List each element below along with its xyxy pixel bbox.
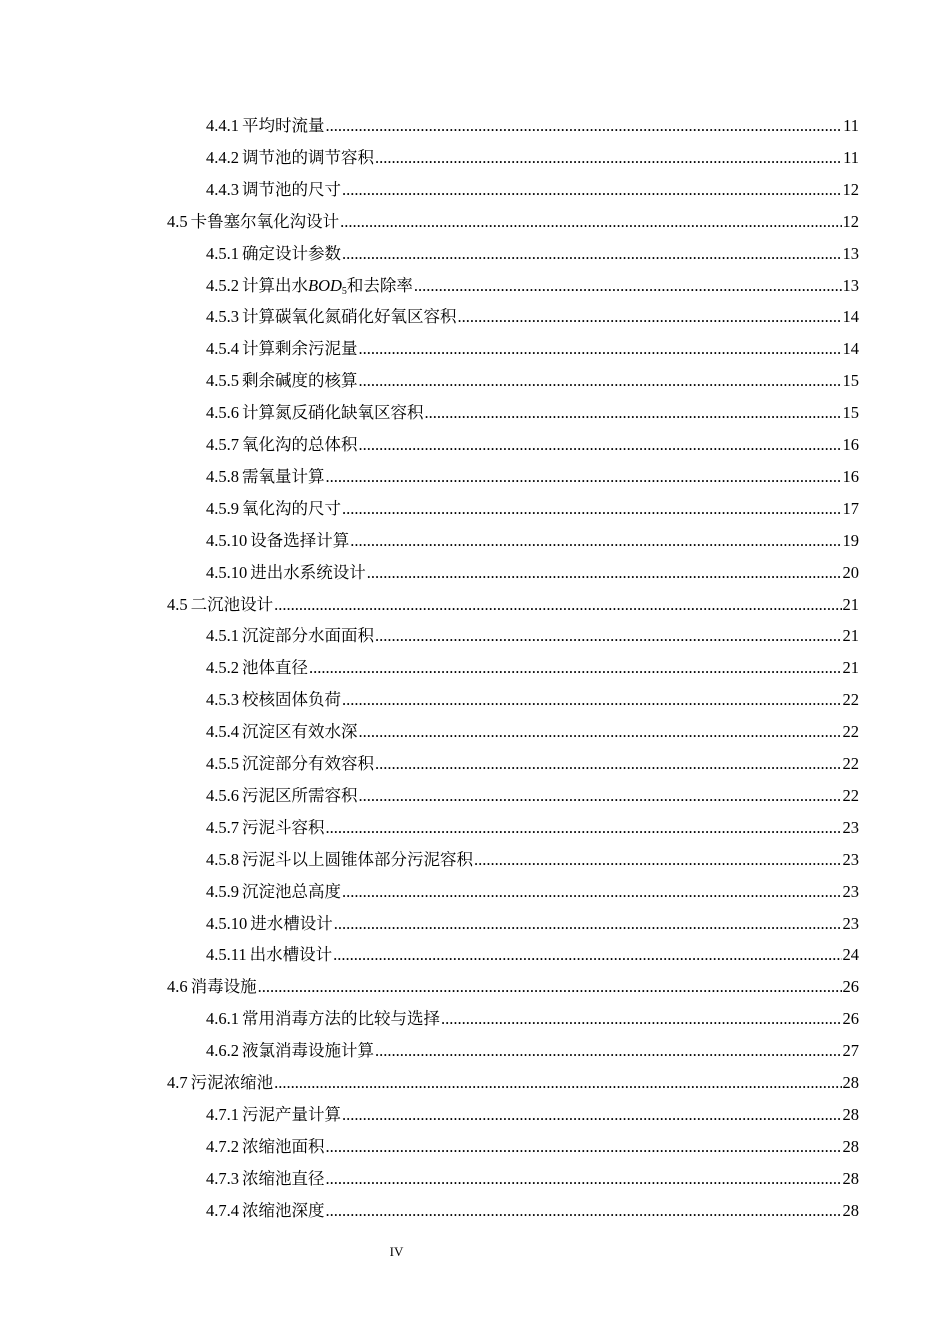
dot-leader [414,274,842,298]
toc-entry[interactable] [206,401,859,425]
toc-entry-page-number: 26 [842,1009,859,1029]
toc-entry-number: 4.5.10 [206,530,248,550]
toc-entry-number: 4.5.1 [206,626,239,646]
toc-entry-number: 4.5.3 [206,690,239,710]
toc-entry-title: 沉淀池总高度 [242,881,341,901]
dot-leader [359,784,842,808]
toc-entry[interactable] [206,146,859,170]
toc-entry-page-number: 15 [842,371,859,391]
toc-entry-title: 污泥浓缩池 [190,1073,274,1092]
toc-entry-page-number: 20 [842,562,859,582]
toc-entry-title: 平均时流量 [242,116,325,135]
toc-entry[interactable] [206,1007,859,1031]
toc-entry-number: 4.6.1 [206,1009,239,1029]
toc-entry-page-number: 24 [842,945,859,965]
toc-entry-title: 需氧量计算 [242,466,325,486]
toc-entry-number: 4.5.4 [206,722,239,742]
dot-leader [326,1199,842,1223]
toc-entry[interactable] [206,1103,859,1127]
toc-entry[interactable] [206,1199,859,1223]
toc-entry-number: 4.5.7 [206,435,239,454]
toc-entry[interactable] [206,1135,859,1159]
dot-leader [359,337,842,361]
dot-leader [326,1167,842,1191]
toc-entry-title-subscript: 5 [341,285,347,297]
dot-leader [458,305,842,329]
toc-entry-title [242,274,413,298]
dot-leader [340,210,841,234]
toc-entry-number: 4.5.11 [206,945,247,965]
dot-leader [326,465,842,489]
toc-entry-number: 4.5.10 [206,913,248,933]
toc-entry-title: 校核固体负荷 [242,690,341,710]
dot-leader [326,816,842,840]
toc-entry-title: 进水槽设计 [250,913,333,933]
toc-entry[interactable] [206,114,859,138]
toc-entry[interactable] [206,433,859,457]
toc-entry-number: 4.5.10 [206,562,248,582]
toc-entry-page-number: 26 [842,977,859,997]
toc-entry-page-number: 28 [842,1073,859,1092]
toc-entry-number: 4.5.6 [206,403,239,423]
toc-entry-page-number: 23 [842,849,859,869]
toc-entry-page-number: 22 [842,690,859,710]
dot-leader [375,1039,842,1063]
toc-entry[interactable] [206,720,859,744]
toc-entry-page-number: 17 [842,498,859,518]
dot-leader [359,369,842,393]
toc-entry[interactable] [206,752,859,776]
dot-leader [326,1135,842,1159]
toc-entry[interactable] [206,242,859,266]
toc-entry-page-number: 11 [843,147,859,167]
dot-leader [342,880,842,904]
toc-entry-page-number: 23 [842,817,859,837]
toc-entry-page-number: 23 [842,881,859,901]
dot-leader [258,975,842,999]
toc-entry[interactable] [206,274,859,298]
toc-entry[interactable] [206,784,859,808]
toc-entry-number: 4.5.5 [206,754,239,773]
toc-entry[interactable] [167,1071,859,1095]
toc-entry-title: 液氯消毒设施计算 [242,1041,374,1061]
toc-entry[interactable] [206,656,859,680]
dot-leader [326,114,843,138]
toc-entry-title: 池体直径 [242,658,308,678]
toc-entry[interactable] [206,1167,859,1191]
toc-entry-title: 设备选择计算 [250,530,350,550]
toc-entry-page-number: 27 [842,1041,859,1061]
dot-leader [375,146,842,170]
toc-entry-page-number: 14 [842,307,859,327]
toc-entry[interactable] [206,497,859,521]
toc-entry-number: 4.5 [167,211,188,231]
toc-entry-number: 4.6 [167,977,188,997]
dot-leader [375,752,842,776]
toc-entry-number: 4.5.5 [206,371,239,391]
toc-entry[interactable] [206,848,859,872]
toc-entry-page-number: 28 [842,1104,859,1124]
toc-entry-page-number: 23 [842,913,859,933]
toc-entry-number: 4.7 [167,1073,188,1092]
toc-entry-number: 4.5.4 [206,339,239,359]
toc-entry-title-formula: BOD [308,275,342,295]
dot-leader [342,688,842,712]
dot-leader [334,912,842,936]
page-number-footer: IV [389,1244,404,1259]
toc-entry-number: 4.4.2 [206,147,239,167]
toc-entry-page-number: 19 [842,530,859,550]
dot-leader [342,242,842,266]
dot-leader [367,561,842,585]
toc-entry-number: 4.7.3 [206,1168,239,1188]
toc-entry[interactable] [206,305,859,329]
toc-entry[interactable] [167,975,859,999]
toc-entry-number: 4.7.4 [206,1200,239,1220]
toc-entry[interactable] [206,178,859,202]
dot-leader [350,529,841,553]
toc-entry-page-number: 28 [842,1200,859,1220]
dot-leader [274,1071,841,1095]
toc-entry-title: 计算氮反硝化缺氧区容积 [242,403,424,423]
toc-entry-page-number: 16 [842,466,859,486]
toc-entry-number: 4.5.9 [206,881,239,901]
toc-entry-page-number: 21 [842,658,859,678]
dot-leader [425,401,842,425]
toc-entry-title: 确定设计参数 [242,243,341,263]
dot-leader [333,943,841,967]
toc-entry[interactable] [206,943,859,967]
toc-entry-title: 进出水系统设计 [250,562,366,582]
toc-entry-title: 浓缩池面积 [242,1136,325,1156]
toc-entry[interactable] [206,624,859,648]
toc-entry-number: 4.5.2 [206,658,239,678]
toc-entry-title: 卡鲁塞尔氧化沟设计 [190,211,340,231]
dot-leader [342,1103,842,1127]
toc-entry-title: 二沉池设计 [190,594,274,614]
toc-entry-title: 计算碳氧化氮硝化好氧区容积 [242,307,457,327]
toc-entry[interactable] [206,369,859,393]
toc-entry-number: 4.6.2 [206,1041,239,1061]
toc-entry-page-number: 22 [842,722,859,742]
toc-entry-page-number: 13 [842,243,859,263]
toc-entry-title: 污泥产量计算 [242,1104,341,1124]
dot-leader [359,433,842,457]
toc-entry-number: 4.5.8 [206,466,239,486]
toc-entry-page-number: 28 [842,1168,859,1188]
toc-entry-title: 污泥斗以上圆锥体部分污泥容积 [242,849,473,869]
toc-entry-title: 污泥斗容积 [242,817,325,837]
toc-entry-title: 浓缩池深度 [242,1200,325,1220]
dot-leader [342,178,842,202]
toc-entry-number: 4.5.2 [206,275,239,295]
toc-entry-title: 计算剩余污泥量 [242,339,358,359]
toc-entry-page-number: 11 [843,116,859,135]
toc-entry[interactable] [206,337,859,361]
toc-entry-number: 4.4.1 [206,116,239,135]
toc-entry-page-number: 12 [842,211,859,231]
toc-entry-number: 4.7.1 [206,1104,239,1124]
toc-entry[interactable] [167,210,859,234]
dot-leader [274,593,841,617]
toc-entry-title: 剩余碱度的核算 [242,371,358,391]
toc-entry[interactable] [167,593,859,617]
toc-entry-title: 调节池的尺寸 [242,179,341,199]
toc-entry-number: 4.5.7 [206,817,239,837]
toc-entry-number: 4.5.3 [206,307,239,327]
toc-entry-page-number: 12 [842,179,859,199]
toc-entry-title: 出水槽设计 [249,945,333,965]
toc-entry[interactable] [206,561,859,585]
toc-entry-number: 4.5.9 [206,498,239,518]
toc-entry-title: 氧化沟的尺寸 [242,498,341,518]
toc-entry[interactable] [206,529,859,553]
toc-entry-title: 沉淀部分水面面积 [242,626,374,646]
toc-entry[interactable] [206,816,859,840]
toc-entry-page-number: 21 [842,626,859,646]
toc-entry-title-prefix: 计算出水 [242,275,308,295]
toc-entry-page-number: 14 [842,339,859,359]
toc-entry-page-number: 15 [842,403,859,423]
toc-entry-page-number: 13 [842,275,859,295]
toc-entry-page-number: 21 [842,594,859,614]
toc-entry-page-number: 22 [842,754,859,773]
dot-leader [359,720,842,744]
toc-entry-number: 4.5.8 [206,849,239,869]
toc-entry-title: 调节池的调节容积 [242,147,374,167]
toc-entry-page-number: 22 [842,785,859,805]
toc-entry-title: 污泥区所需容积 [242,785,358,805]
toc-entry-title: 沉淀区有效水深 [242,722,358,742]
toc-entry-number: 4.4.3 [206,179,239,199]
toc-entry-number: 4.5.1 [206,243,239,263]
dot-leader [474,848,842,872]
toc-entry-number: 4.5.6 [206,785,239,805]
toc-entry-title: 沉淀部分有效容积 [242,754,374,773]
toc-entry-page-number: 16 [842,435,859,454]
dot-leader [375,624,842,648]
dot-leader [342,497,842,521]
toc-entry-number: 4.7.2 [206,1136,239,1156]
toc-entry-title-suffix: 和去除率 [346,275,413,295]
toc-entry-page-number: 28 [842,1136,859,1156]
toc-entry-title: 浓缩池直径 [242,1168,325,1188]
toc-entry-title: 消毒设施 [190,977,257,997]
toc-entry[interactable] [206,1039,859,1063]
toc-entry[interactable] [206,688,859,712]
dot-leader [441,1007,842,1031]
dot-leader [309,656,842,680]
toc-entry[interactable] [206,912,859,936]
toc-entry-title: 常用消毒方法的比较与选择 [242,1009,440,1029]
toc-entry[interactable] [206,465,859,489]
toc-entry-title: 氧化沟的总体积 [242,435,358,454]
toc-entry[interactable] [206,880,859,904]
toc-entry-number: 4.5 [167,594,188,614]
